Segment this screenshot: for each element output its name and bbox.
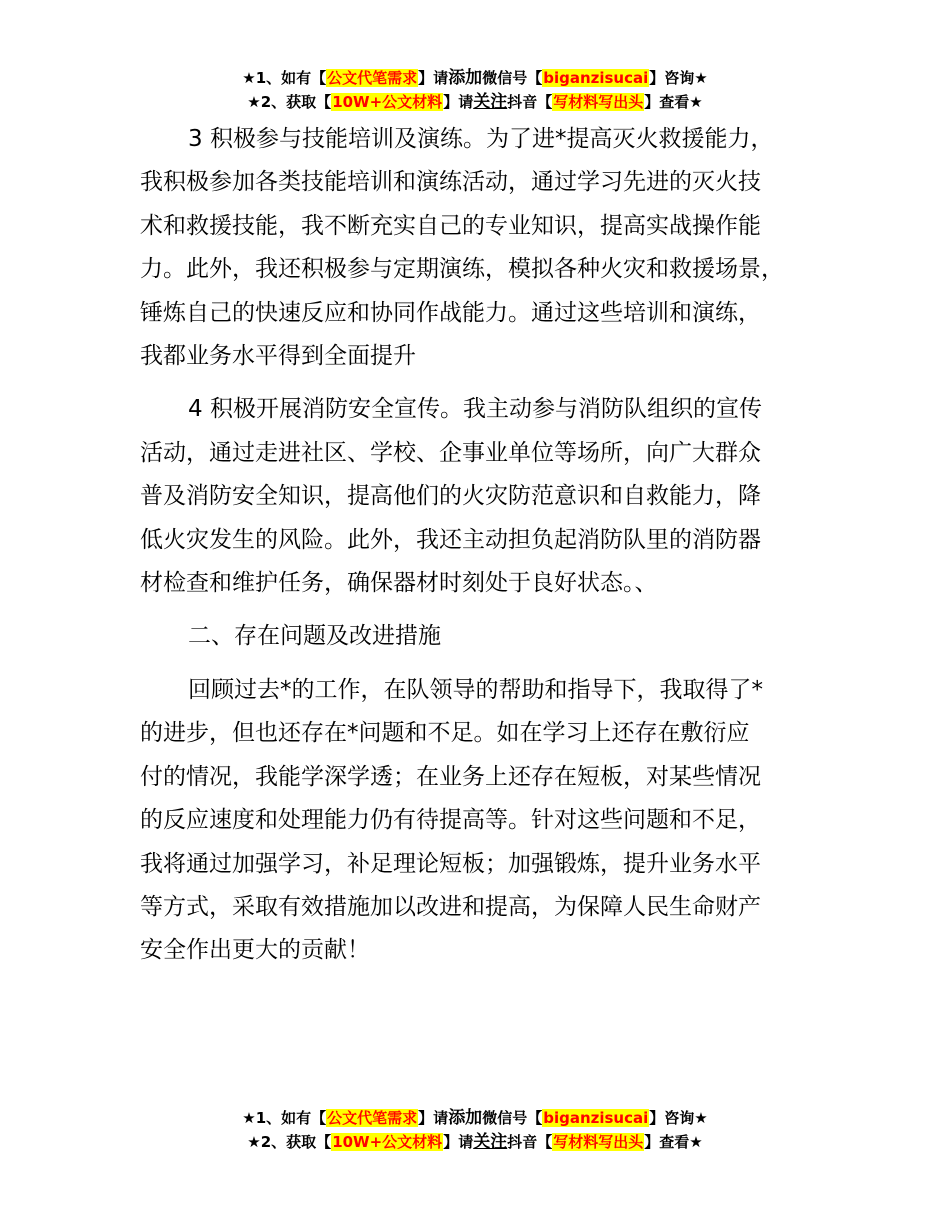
- header-line-2-highlight-douyin: 写材料写出头: [553, 93, 644, 111]
- footer-line-1-highlight-service: 公文代笔需求: [327, 1109, 418, 1127]
- header-line-2-mid: 】请: [443, 93, 474, 111]
- paragraph-line: 术和救援技能，我不断充实自己的专业知识，提高实战操作能: [140, 212, 761, 239]
- footer-line-2: [0, 1130, 950, 1154]
- section-heading-problems: [140, 615, 840, 658]
- paragraph-line: 材检查和维护任务，确保器材时刻处于良好状态。、: [140, 570, 658, 597]
- header-line-1-highlight-service: 公文代笔需求: [327, 69, 418, 87]
- header-line-1-prefix: ★1、如有【: [242, 69, 327, 87]
- footer-line-1-suffix: 】咨询★: [649, 1109, 708, 1127]
- paragraph-line: 3 积极参与技能培训及演练。为了进*提高灭火救援能力，: [188, 126, 774, 152]
- paragraph-line: 回顾过去*的工作，在队领导的帮助和指导下，我取得了*: [188, 676, 763, 703]
- paragraph-line: 4 积极开展消防安全宣传。我主动参与消防队组织的宣传: [188, 396, 762, 423]
- paragraph-line: 我都业务水平得到全面提升: [140, 343, 416, 370]
- header-line-1-suffix: 】咨询★: [649, 69, 708, 87]
- footer-line-2-prefix: ★2、获取【: [247, 1133, 332, 1151]
- footer-line-1-prefix: ★1、如有【: [242, 1109, 327, 1127]
- header-line-1: [0, 66, 950, 90]
- paragraph-line: 我积极参加各类技能培训和演练活动，通过学习先进的灭火技: [140, 169, 761, 196]
- header-line-1-highlight-wechat: biganzisucai: [543, 69, 649, 87]
- header-line-2: [0, 90, 950, 114]
- header-line-1-emphasis: 添加: [448, 68, 483, 88]
- footer-line-2-highlight-materials: 10W+公文材料: [332, 1133, 443, 1151]
- header-line-1-mid-2: 微信号【: [482, 69, 543, 87]
- paragraph-skills-training: [140, 118, 840, 378]
- header-line-2-mid-2: 抖音【: [507, 93, 553, 111]
- footer-line-1-mid-2: 微信号【: [482, 1109, 543, 1127]
- header-line-1-mid: 】请: [418, 69, 449, 87]
- footer-line-2-emphasis: 关注: [473, 1132, 508, 1152]
- document-body: [140, 118, 840, 983]
- footer-line-2-highlight-douyin: 写材料写出头: [553, 1133, 644, 1151]
- header-line-2-prefix: ★2、获取【: [247, 93, 332, 111]
- paragraph-line: 普及消防安全知识，提高他们的火灾防范意识和自救能力，降: [140, 483, 761, 510]
- paragraph-line: 活动，通过走进社区、学校、企事业单位等场所，向广大群众: [140, 439, 761, 466]
- paragraph-line: 的反应速度和处理能力仍有待提高等。针对这些问题和不足，: [140, 807, 761, 834]
- paragraph-review: [140, 669, 840, 973]
- header-line-2-suffix: 】查看★: [644, 93, 703, 111]
- footer-line-1: [0, 1106, 950, 1130]
- section-heading: 二、存在问题及改进措施: [188, 623, 441, 650]
- footer-line-1-highlight-wechat: biganzisucai: [543, 1109, 649, 1127]
- footer-line-1-emphasis: 添加: [448, 1108, 483, 1128]
- footer-line-2-suffix: 】查看★: [644, 1133, 703, 1151]
- header-banner: [0, 66, 950, 114]
- header-line-2-emphasis: 关注: [473, 92, 508, 112]
- footer-banner: [0, 1106, 950, 1154]
- paragraph-fire-safety-publicity: [140, 388, 840, 605]
- paragraph-line: 力。此外，我还积极参与定期演练，模拟各种火灾和救援场景，: [140, 256, 784, 283]
- paragraph-line: 安全作出更大的贡献！: [140, 937, 370, 964]
- paragraph-line: 低火灾发生的风险。此外，我还主动担负起消防队里的消防器: [140, 526, 761, 553]
- paragraph-line: 付的情况，我能学深学透；在业务上还存在短板，对某些情况: [140, 763, 761, 790]
- paragraph-line: 我将通过加强学习，补足理论短板；加强锻炼，提升业务水平: [140, 850, 761, 877]
- footer-line-1-mid: 】请: [418, 1109, 449, 1127]
- footer-line-2-mid-2: 抖音【: [507, 1133, 553, 1151]
- header-line-2-highlight-materials: 10W+公文材料: [332, 93, 443, 111]
- footer-line-2-mid: 】请: [443, 1133, 474, 1151]
- paragraph-line: 的进步，但也还存在*问题和不足。如在学习上还存在敷衍应: [140, 720, 750, 747]
- paragraph-line: 锤炼自己的快速反应和协同作战能力。通过这些培训和演练，: [140, 299, 761, 326]
- paragraph-line: 等方式，采取有效措施加以改进和提高，为保障人民生命财产: [140, 893, 761, 920]
